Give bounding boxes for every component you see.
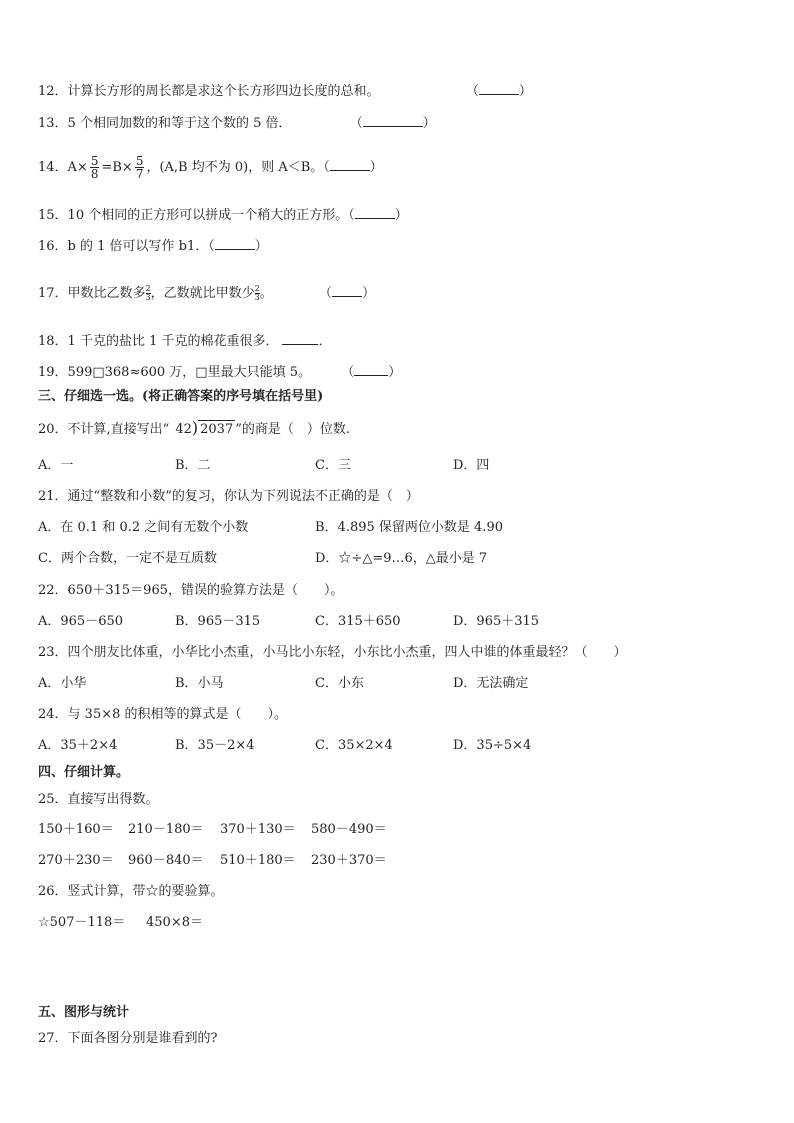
question-19: 19．599□368≈600 万，□里最大只能填 5。 （ ） [38, 365, 402, 380]
calc-item: 510＋180＝ [220, 853, 296, 868]
q23-option-d[interactable]: D．无法确定 [453, 676, 529, 691]
question-13: 13．5 个相同加数的和等于这个数的 5 倍． （ ） [38, 116, 436, 131]
long-division: 42) 2037 [175, 418, 234, 437]
q22-option-c[interactable]: C．315＋650 [315, 614, 401, 629]
vertical-calc-item: ☆507－118＝ [38, 915, 126, 930]
question-12: 12．计算长方形的周长都是求这个长方形四边长度的总和。 （ ） [38, 84, 532, 99]
q21-option-c[interactable]: C．两个合数，一定不是互质数 [38, 551, 217, 566]
calc-item: 370＋130＝ [220, 822, 296, 837]
q23-option-b[interactable]: B．小马 [175, 676, 224, 691]
calc-item: 150＋160＝ [38, 822, 114, 837]
q24-option-d[interactable]: D．35÷5×4 [453, 738, 532, 753]
q20-option-d[interactable]: D．四 [453, 458, 490, 473]
answer-blank-12[interactable] [479, 82, 519, 95]
q21-option-b[interactable]: B．4.895 保留两位小数是 4.90 [315, 520, 503, 535]
q21-option-a[interactable]: A．在 0.1 和 0.2 之间有无数个小数 [38, 520, 249, 535]
question-16: 16．b 的 1 倍可以写作 b1．（ ） [38, 239, 268, 254]
answer-blank-17[interactable] [332, 284, 362, 297]
section-5-heading: 五、图形与统计 [38, 1005, 130, 1020]
calc-item: 210－180＝ [128, 822, 204, 837]
q23-option-a[interactable]: A．小华 [38, 676, 87, 691]
vertical-calc-item: 450×8＝ [146, 915, 203, 930]
fraction-5-7: $\frac{5}{7}$ [135, 154, 144, 181]
question-26: 26．竖式计算，带☆的要验算。 [38, 884, 224, 899]
q22-option-b[interactable]: B．965－315 [175, 614, 261, 629]
calc-item: 580－490＝ [311, 822, 387, 837]
calc-item: 230＋370＝ [311, 853, 387, 868]
question-14: 14．A× $\frac{5}{8}$ =B× $\frac{5}{7}$ ，(A,B 均不为 0)，则 A＜B。（ ） [38, 154, 383, 181]
question-20: 20．不计算,直接写出“ 42) 2037 ”的商是（ ）位数. [38, 418, 350, 437]
calc-item: 270＋230＝ [38, 853, 114, 868]
answer-blank-13[interactable] [363, 114, 423, 127]
answer-blank-15[interactable] [355, 206, 395, 219]
question-22: 22．650＋315＝965，错误的验算方法是（ ）。 [38, 583, 344, 598]
q23-option-c[interactable]: C．小东 [315, 676, 364, 691]
answer-blank-14[interactable] [330, 158, 370, 171]
section-3-heading: 三、仔细选一选。(将正确答案的序号填在括号里) [38, 389, 324, 404]
question-23: 23．四个朋友比体重，小华比小杰重，小马比小东轻，小东比小杰重，四人中谁的体重最轻？（ ） [38, 645, 627, 660]
q22-option-a[interactable]: A．965－650 [38, 614, 124, 629]
q24-option-a[interactable]: A．35＋2×4 [38, 738, 118, 753]
q24-option-b[interactable]: B．35－2×4 [175, 738, 255, 753]
answer-blank-16[interactable] [215, 237, 255, 250]
question-21: 21．通过“整数和小数”的复习，你认为下列说法不正确的是（ ） [38, 489, 419, 504]
fraction-2-3: $\frac{2}{3}$ [254, 284, 260, 302]
section-4-heading: 四、仔细计算。 [38, 765, 130, 780]
q24-option-c[interactable]: C．35×2×4 [315, 738, 393, 753]
calc-item: 960－840＝ [128, 853, 204, 868]
answer-blank-18[interactable] [282, 332, 318, 345]
answer-blank-19[interactable] [354, 363, 388, 376]
q20-option-a[interactable]: A．一 [38, 458, 74, 473]
question-27: 27．下面各图分别是谁看到的? [38, 1031, 218, 1046]
fraction-5-8: $\frac{5}{8}$ [90, 154, 99, 181]
q21-option-d[interactable]: D．☆÷△=9…6，△最小是 7 [315, 551, 488, 566]
question-18: 18．1 千克的盐比 1 千克的棉花重很多． ． [38, 334, 332, 349]
question-24: 24．与 35×8 的积相等的算式是（ ）。 [38, 707, 288, 722]
q20-option-c[interactable]: C．三 [315, 458, 351, 473]
question-15: 15．10 个相同的正方形可以拼成一个稍大的正方形。（ ） [38, 208, 408, 223]
question-25: 25．直接写出得数。 [38, 792, 159, 807]
fraction-2-3: $\frac{2}{3}$ [145, 284, 151, 302]
q22-option-d[interactable]: D．965＋315 [453, 614, 540, 629]
question-17: 17．甲数比乙数多 $\frac{2}{3}$ ，乙数就比甲数少 $\frac{2}{3}$ 。 （ ） [38, 284, 376, 302]
q20-option-b[interactable]: B．二 [175, 458, 211, 473]
